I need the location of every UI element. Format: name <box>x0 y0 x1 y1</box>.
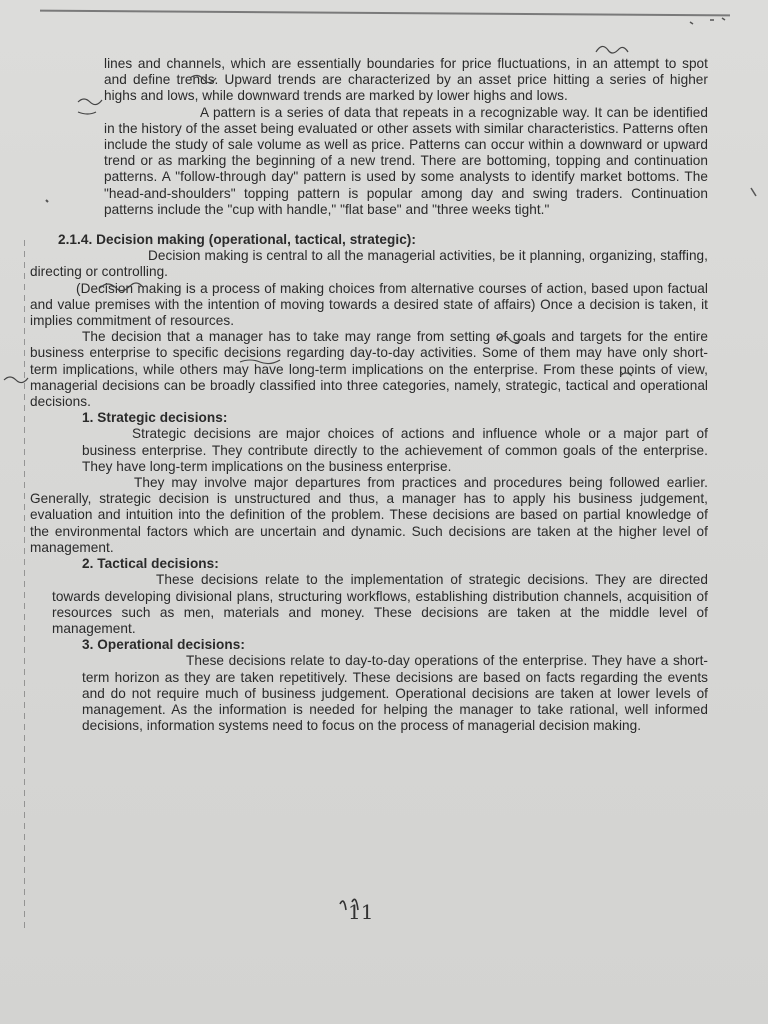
paragraph-strategic-1: Strategic decisions are major choices of actions and influence whole or a major part of business enterprise. They contribute directly to the achievement of common goals of the enterprise. They have long-term implications on the business enterprise. <box>82 426 708 474</box>
paragraph-trends: lines and channels, which are essentially boundaries for price fluctuations, in an attempt to spot and define trends. Upward trends are characterized by an asset price hitting a series of higher highs and lows, while downward trends are marked by lower highs and lows. <box>104 56 708 104</box>
left-margin-marks <box>24 240 25 930</box>
paragraph-operational: These decisions relate to day-to-day operations of the enterprise. They have a short-term horizon as they are taken repetitively. These decisions are based on facts regarding the events and do not require much of business judgement. Operational decisions are taken at lower levels of management. As the information is needed for helping the manager to take rational, well informed decisions, information systems need to focus on the process of managerial decision making. <box>82 653 708 734</box>
body-text <box>30 56 708 734</box>
paragraph-decision-definition: (Decision making is a process of making choices from alternative courses of action, based upon factual and value premises with the intention of moving towards a desired state of affairs) Once a decision is taken, it implies commitment of resources. <box>30 280 708 329</box>
heading-operational-decisions: 3. Operational decisions: <box>82 637 245 653</box>
paragraph-patterns: A pattern is a series of data that repeats in a recognizable way. It can be identified in the history of the asset being evaluated or other assets with similar characteristics. Patterns often include the study of sale volume as well as price. Patterns can occur within a downward or upward trend or as marking the beginning of a new trend. There are bottoming, topping and continuation patterns. A "follow-through day" pattern is used by some analysts to identify market bottoms. The "head-and-shoulders" topping pattern is popular among day and swing traders. Continuation patterns include the "cup with handle," "flat base" and "three weeks tight." <box>104 104 708 217</box>
section-heading-2-1-4: 2.1.4. Decision making (operational, tactical, strategic): <box>58 232 416 248</box>
page-number: 11 <box>348 900 374 924</box>
paragraph-decision-range: The decision that a manager has to take may range from setting of goals and targets for the entire business enterprise to specific decisions regarding day-to-day activities. Some of them may have only short-term implications, while others may have long-term implications on the enterprise. From these points of view, managerial decisions can be broadly classified into three categories, namely, strategic, tactical and operational decisions. <box>30 329 708 410</box>
heading-strategic-decisions: 1. Strategic decisions: <box>82 410 228 426</box>
paragraph-decision-central: Decision making is central to all the managerial activities, be it planning, organizing, staffing, directing or controlling. <box>30 248 708 280</box>
heading-tactical-decisions: 2. Tactical decisions: <box>82 556 219 572</box>
paragraph-tactical: These decisions relate to the implementation of strategic decisions. They are directed towards developing divisional plans, structuring workflows, establishing distribution channels, acquisition of resources such as men, materials and money. These decisions are taken at the middle level of management. <box>52 572 708 636</box>
paragraph-strategic-2: They may involve major departures from practices and procedures being followed earlier. Generally, strategic decision is unstructured and thus, a manager has to apply his business judgement, evaluation and intuition into the definition of the problem. These decisions are based on partial knowledge of the environmental factors which are uncertain and dynamic. Such decisions are taken at the higher level of management. <box>30 475 708 555</box>
top-edge-line <box>40 10 730 17</box>
